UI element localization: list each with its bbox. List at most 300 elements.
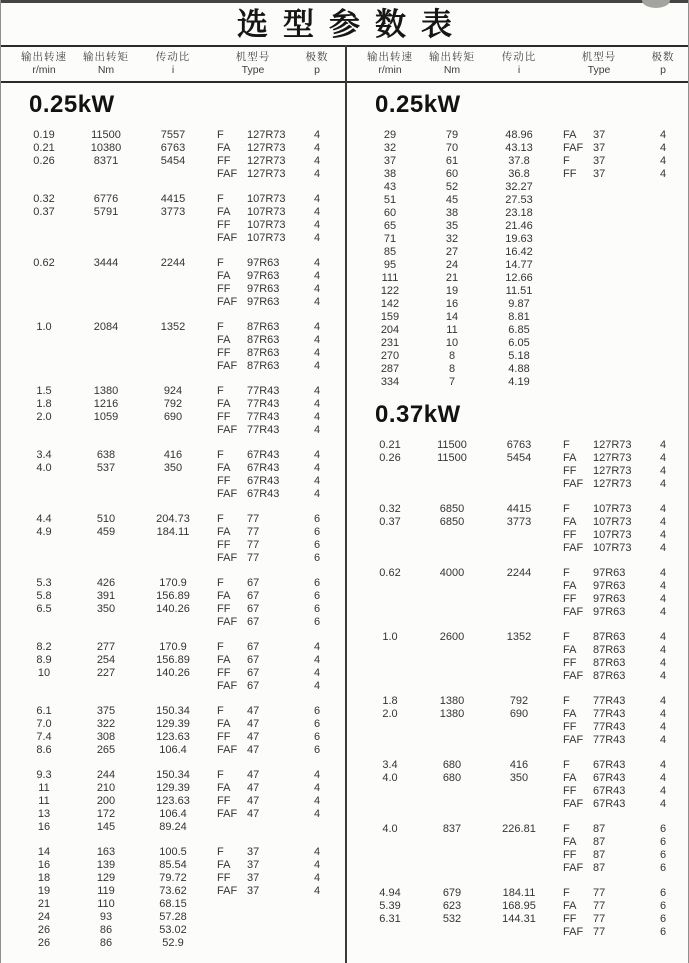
type-prefix: FAF: [217, 488, 238, 500]
table-row: [359, 324, 688, 337]
cell-poles: 4: [313, 219, 321, 231]
cell-ratio: [483, 926, 555, 939]
cell-ratio: 690: [509, 708, 529, 720]
cell-type: [555, 452, 643, 465]
cell-output-torque: 210: [96, 782, 116, 794]
cell-type: [555, 567, 643, 580]
type-model: 127R73: [247, 155, 286, 167]
table-row: [13, 924, 345, 937]
type-prefix: FAF: [217, 885, 238, 897]
type-model: 127R73: [247, 142, 286, 154]
cell-poles: 4: [313, 424, 321, 436]
cell-output-torque: 426: [96, 577, 116, 589]
cell-ratio: [483, 657, 555, 670]
cell-type: [209, 859, 297, 872]
table-row: [359, 529, 688, 542]
type-model: 47: [247, 808, 260, 820]
cell-output-speed: 0.21: [379, 439, 401, 451]
table-row: [13, 731, 345, 744]
type-prefix: FAF: [563, 478, 584, 490]
cell-ratio: 170.9: [159, 641, 187, 653]
cell-ratio: 100.5: [159, 846, 187, 858]
type-model: 67R43: [593, 759, 626, 771]
cell-output-torque: 1380: [439, 695, 465, 707]
type-model: 77R43: [247, 424, 280, 436]
cell-ratio: 8.81: [508, 311, 530, 323]
cell-output-speed: [359, 478, 421, 491]
cell-type: [209, 475, 297, 488]
cell-type: [555, 695, 643, 708]
type-model: 107R73: [247, 232, 286, 244]
type-model: [593, 207, 643, 220]
cell-output-speed: [359, 785, 421, 798]
column-header-right: [345, 47, 688, 81]
cell-type: [209, 283, 297, 296]
type-model: 87R63: [247, 321, 280, 333]
type-model: 127R73: [247, 129, 286, 141]
table-row: [13, 142, 345, 155]
cell-output-torque: 7: [448, 376, 456, 388]
table-row: [359, 926, 688, 939]
cell-type: [209, 872, 297, 885]
cell-poles: [643, 194, 683, 207]
table-row: [359, 207, 688, 220]
cell-type: [555, 129, 643, 142]
cell-output-speed: 71: [383, 233, 397, 245]
cell-output-speed: [13, 347, 75, 360]
type-prefix: FAF: [563, 670, 584, 682]
table-row: [359, 272, 688, 285]
cell-ratio: [483, 721, 555, 734]
type-model: 37: [593, 168, 606, 180]
type-prefix: FA: [217, 718, 231, 730]
cell-output-torque: [75, 360, 137, 373]
type-model: 67: [247, 577, 260, 589]
cell-output-torque: [75, 168, 137, 181]
type-prefix: [563, 220, 593, 233]
type-prefix: FF: [217, 283, 231, 295]
type-prefix: F: [217, 385, 224, 397]
cell-ratio: [137, 270, 209, 283]
row-group: [13, 577, 345, 629]
header-output-speed: 输出转速 r/min: [367, 51, 413, 76]
cell-output-speed: [13, 334, 75, 347]
type-model: 127R73: [247, 168, 286, 180]
type-prefix: FF: [217, 155, 231, 167]
type-model: 67R43: [247, 449, 280, 461]
cell-ratio: 23.18: [505, 207, 533, 219]
cell-output-torque: 38: [445, 207, 459, 219]
cell-poles: 4: [313, 667, 321, 679]
type-model: [247, 911, 297, 924]
cell-type: [209, 924, 297, 937]
cell-ratio: 350: [509, 772, 529, 784]
cell-ratio: 73.62: [159, 885, 187, 897]
cell-output-speed: 37: [383, 155, 397, 167]
cell-output-torque: 244: [96, 769, 116, 781]
type-prefix: [217, 911, 247, 924]
cell-poles: 6: [313, 744, 321, 756]
cell-poles: 6: [659, 887, 667, 899]
cell-poles: 4: [313, 321, 321, 333]
type-prefix: FA: [563, 708, 577, 720]
type-prefix: FAF: [217, 808, 238, 820]
cell-ratio: [137, 680, 209, 693]
cell-output-torque: [75, 539, 137, 552]
cell-ratio: [483, 670, 555, 683]
cell-output-torque: 172: [96, 808, 116, 820]
cell-type: [555, 311, 643, 324]
cell-output-speed: 95: [383, 259, 397, 271]
cell-ratio: 3773: [506, 516, 532, 528]
type-prefix: FAF: [217, 424, 238, 436]
cell-type: [209, 398, 297, 411]
table-row: [13, 296, 345, 309]
cell-output-torque: 6776: [93, 193, 119, 205]
type-model: 77: [593, 913, 606, 925]
section-power-title: 0.25kW: [375, 91, 461, 118]
cell-poles: 6: [659, 926, 667, 938]
cell-output-speed: 2.0: [382, 708, 398, 720]
cell-output-speed: 9.3: [36, 769, 52, 781]
cell-output-speed: [13, 270, 75, 283]
cell-output-torque: [75, 424, 137, 437]
cell-poles: 4: [313, 475, 321, 487]
cell-output-speed: 1.8: [36, 398, 52, 410]
table-row: [13, 654, 345, 667]
table-row: [359, 631, 688, 644]
type-model: [593, 311, 643, 324]
cell-type: [209, 219, 297, 232]
table-row: [13, 411, 345, 424]
type-model: 77R43: [247, 411, 280, 423]
cell-type: [209, 449, 297, 462]
type-prefix: FF: [563, 785, 577, 797]
cell-poles: 4: [659, 734, 667, 746]
cell-output-torque: 537: [96, 462, 116, 474]
table-row: [359, 298, 688, 311]
type-model: 87: [593, 823, 606, 835]
type-prefix: FF: [563, 529, 577, 541]
cell-output-speed: 0.26: [379, 452, 401, 464]
cell-output-speed: [359, 657, 421, 670]
cell-type: [209, 885, 297, 898]
cell-output-speed: 0.21: [33, 142, 55, 154]
cell-poles: 4: [313, 257, 321, 269]
type-model: 77R43: [593, 734, 626, 746]
table-row: [359, 887, 688, 900]
cell-poles: 4: [659, 155, 667, 167]
cell-poles: 4: [313, 347, 321, 359]
type-prefix: [563, 233, 593, 246]
cell-poles: 6: [659, 913, 667, 925]
cell-output-speed: 6.5: [36, 603, 52, 615]
table-row: [13, 718, 345, 731]
type-model: 87: [593, 849, 606, 861]
header-ratio: 传动比 i: [155, 51, 191, 76]
row-group: [13, 321, 345, 373]
cell-ratio: 16.42: [505, 246, 533, 258]
cell-output-speed: 4.4: [36, 513, 52, 525]
type-prefix: FA: [217, 206, 231, 218]
type-model: 77: [593, 900, 606, 912]
type-prefix: FAF: [563, 606, 584, 618]
cell-ratio: [483, 849, 555, 862]
cell-output-speed: [13, 488, 75, 501]
cell-output-torque: 129: [96, 872, 116, 884]
cell-poles: 6: [659, 836, 667, 848]
cell-poles: [643, 246, 683, 259]
cell-output-torque: 254: [96, 654, 116, 666]
row-group: [13, 769, 345, 834]
table-row: [13, 795, 345, 808]
type-model: 47: [247, 744, 260, 756]
type-prefix: FF: [563, 721, 577, 733]
cell-ratio: [137, 283, 209, 296]
cell-ratio: 156.89: [156, 654, 190, 666]
type-prefix: [563, 181, 593, 194]
cell-output-torque: 119: [97, 885, 115, 897]
table-row: [359, 721, 688, 734]
cell-type: [209, 411, 297, 424]
cell-ratio: 3773: [160, 206, 186, 218]
cell-ratio: [137, 424, 209, 437]
cell-output-torque: 79: [445, 129, 459, 141]
cell-output-torque: 265: [96, 744, 116, 756]
type-model: 77R43: [247, 385, 280, 397]
cell-output-speed: [359, 580, 421, 593]
type-model: [593, 298, 643, 311]
type-prefix: FA: [563, 452, 577, 464]
type-prefix: F: [217, 129, 224, 141]
cell-output-speed: 1.0: [382, 631, 398, 643]
cell-output-speed: 11: [38, 795, 50, 807]
cell-output-torque: 11500: [91, 129, 121, 141]
cell-ratio: 416: [509, 759, 529, 771]
type-model: 77R43: [593, 721, 626, 733]
cell-type: [209, 898, 297, 911]
cell-ratio: 156.89: [156, 590, 190, 602]
cell-output-torque: 5791: [93, 206, 119, 218]
cell-poles: 6: [313, 590, 321, 602]
cell-type: [209, 193, 297, 206]
cell-output-torque: 11500: [437, 439, 467, 451]
type-model: 97R63: [593, 593, 626, 605]
cell-output-torque: 19: [445, 285, 459, 297]
table-row: [359, 285, 688, 298]
cell-poles: 4: [313, 488, 321, 500]
cell-output-speed: [359, 465, 421, 478]
cell-output-speed: 7.0: [36, 718, 52, 730]
cell-output-speed: [359, 721, 421, 734]
type-prefix: F: [563, 695, 570, 707]
cell-output-torque: [421, 721, 483, 734]
type-model: 37: [247, 885, 260, 897]
type-model: 67R43: [247, 488, 280, 500]
type-model: 107R73: [247, 193, 286, 205]
cell-ratio: 144.31: [502, 913, 536, 925]
cell-output-speed: 51: [383, 194, 397, 206]
cell-output-speed: 4.94: [379, 887, 401, 899]
cell-type: [209, 731, 297, 744]
type-model: 67: [247, 603, 260, 615]
cell-poles: 6: [659, 900, 667, 912]
table-row: [359, 695, 688, 708]
cell-type: [209, 718, 297, 731]
cell-type: [209, 347, 297, 360]
cell-output-speed: 32: [383, 142, 397, 154]
cell-type: [209, 744, 297, 757]
type-prefix: FAF: [563, 142, 584, 154]
cell-type: [209, 321, 297, 334]
cell-output-torque: [75, 488, 137, 501]
cell-type: [209, 296, 297, 309]
type-model: 97R63: [593, 567, 626, 579]
table-row: [13, 808, 345, 821]
cell-poles: 4: [313, 296, 321, 308]
table-row: [359, 155, 688, 168]
type-model: 127R73: [593, 452, 632, 464]
cell-type: [555, 785, 643, 798]
cell-type: [555, 337, 643, 350]
cell-poles: 4: [313, 885, 321, 897]
table-row: [359, 194, 688, 207]
table-row: [359, 465, 688, 478]
cell-poles: 6: [659, 862, 667, 874]
cell-output-speed: 5.8: [36, 590, 52, 602]
type-prefix: F: [217, 257, 224, 269]
table-row: [13, 590, 345, 603]
cell-ratio: 150.34: [156, 705, 190, 717]
table-row: [13, 219, 345, 232]
cell-poles: 4: [313, 360, 321, 372]
type-prefix: FA: [217, 398, 231, 410]
table-row: [13, 168, 345, 181]
type-model: 77: [593, 887, 606, 899]
cell-ratio: [137, 334, 209, 347]
cell-ratio: 53.02: [159, 924, 187, 936]
cell-type: [209, 539, 297, 552]
type-prefix: F: [217, 705, 224, 717]
table-row: [359, 220, 688, 233]
cell-output-speed: 8.6: [36, 744, 52, 756]
cell-type: [209, 603, 297, 616]
cell-ratio: 129.39: [156, 718, 190, 730]
cell-type: [209, 206, 297, 219]
cell-output-torque: 4000: [439, 567, 465, 579]
cell-output-torque: 308: [96, 731, 116, 743]
cell-output-speed: 26: [37, 937, 51, 949]
cell-type: [555, 900, 643, 913]
cell-poles: [643, 272, 683, 285]
cell-output-speed: [359, 542, 421, 555]
type-prefix: F: [563, 503, 570, 515]
table-row: [13, 667, 345, 680]
type-prefix: [563, 350, 593, 363]
cell-poles: [643, 259, 683, 272]
type-model: [247, 898, 297, 911]
type-model: 127R73: [593, 439, 632, 451]
type-model: [593, 181, 643, 194]
table-row: [13, 577, 345, 590]
cell-output-speed: [13, 360, 75, 373]
cell-output-torque: 52: [445, 181, 459, 193]
cell-type: [209, 616, 297, 629]
cell-ratio: 106.4: [159, 744, 187, 756]
cell-output-torque: 375: [96, 705, 116, 717]
type-model: [593, 285, 643, 298]
cell-output-torque: [421, 785, 483, 798]
cell-output-torque: 459: [96, 526, 116, 538]
cell-poles: 4: [659, 785, 667, 797]
cell-type: [555, 798, 643, 811]
type-prefix: FA: [563, 580, 577, 592]
type-model: 127R73: [593, 478, 632, 490]
cell-ratio: 6.05: [508, 337, 530, 349]
cell-ratio: 14.77: [505, 259, 533, 271]
cell-ratio: [483, 465, 555, 478]
table-row: [13, 270, 345, 283]
cell-ratio: 140.26: [156, 667, 190, 679]
type-model: 47: [247, 731, 260, 743]
cell-type: [555, 168, 643, 181]
header-output-torque: 输出转矩 Nm: [429, 51, 475, 76]
cell-poles: 4: [659, 465, 667, 477]
cell-ratio: 5454: [506, 452, 532, 464]
cell-output-torque: 1380: [93, 385, 119, 397]
type-prefix: FA: [217, 782, 231, 794]
table-row: [13, 283, 345, 296]
cell-type: [555, 772, 643, 785]
cell-output-speed: 204: [380, 324, 400, 336]
table-row: [13, 462, 345, 475]
table-row: [13, 526, 345, 539]
cell-output-torque: [75, 680, 137, 693]
type-model: [593, 337, 643, 350]
cell-poles: [643, 181, 683, 194]
cell-type: [555, 181, 643, 194]
type-model: 67: [247, 667, 260, 679]
cell-output-speed: 65: [383, 220, 397, 232]
cell-output-torque: [421, 606, 483, 619]
cell-output-torque: [421, 734, 483, 747]
cell-ratio: 6763: [506, 439, 532, 451]
cell-ratio: 168.95: [502, 900, 536, 912]
type-model: 77R43: [593, 708, 626, 720]
cell-type: [555, 298, 643, 311]
type-model: 37: [247, 859, 260, 871]
cell-output-torque: 680: [442, 772, 462, 784]
cell-poles: 6: [313, 603, 321, 615]
cell-ratio: [483, 542, 555, 555]
type-prefix: [563, 285, 593, 298]
type-prefix: FAF: [217, 296, 238, 308]
cell-type: [209, 808, 297, 821]
cell-poles: 4: [313, 206, 321, 218]
type-prefix: FF: [217, 603, 231, 615]
table-row: [13, 782, 345, 795]
cell-poles: 4: [313, 193, 321, 205]
cell-ratio: 68.15: [159, 898, 187, 910]
cell-output-speed: 8.2: [36, 641, 52, 653]
cell-ratio: 6763: [160, 142, 186, 154]
cell-ratio: 4415: [160, 193, 186, 205]
cell-output-torque: 163: [96, 846, 116, 858]
cell-output-speed: 85: [383, 246, 397, 258]
cell-type: [209, 911, 297, 924]
cell-poles: [643, 376, 683, 389]
cell-poles: 4: [659, 478, 667, 490]
